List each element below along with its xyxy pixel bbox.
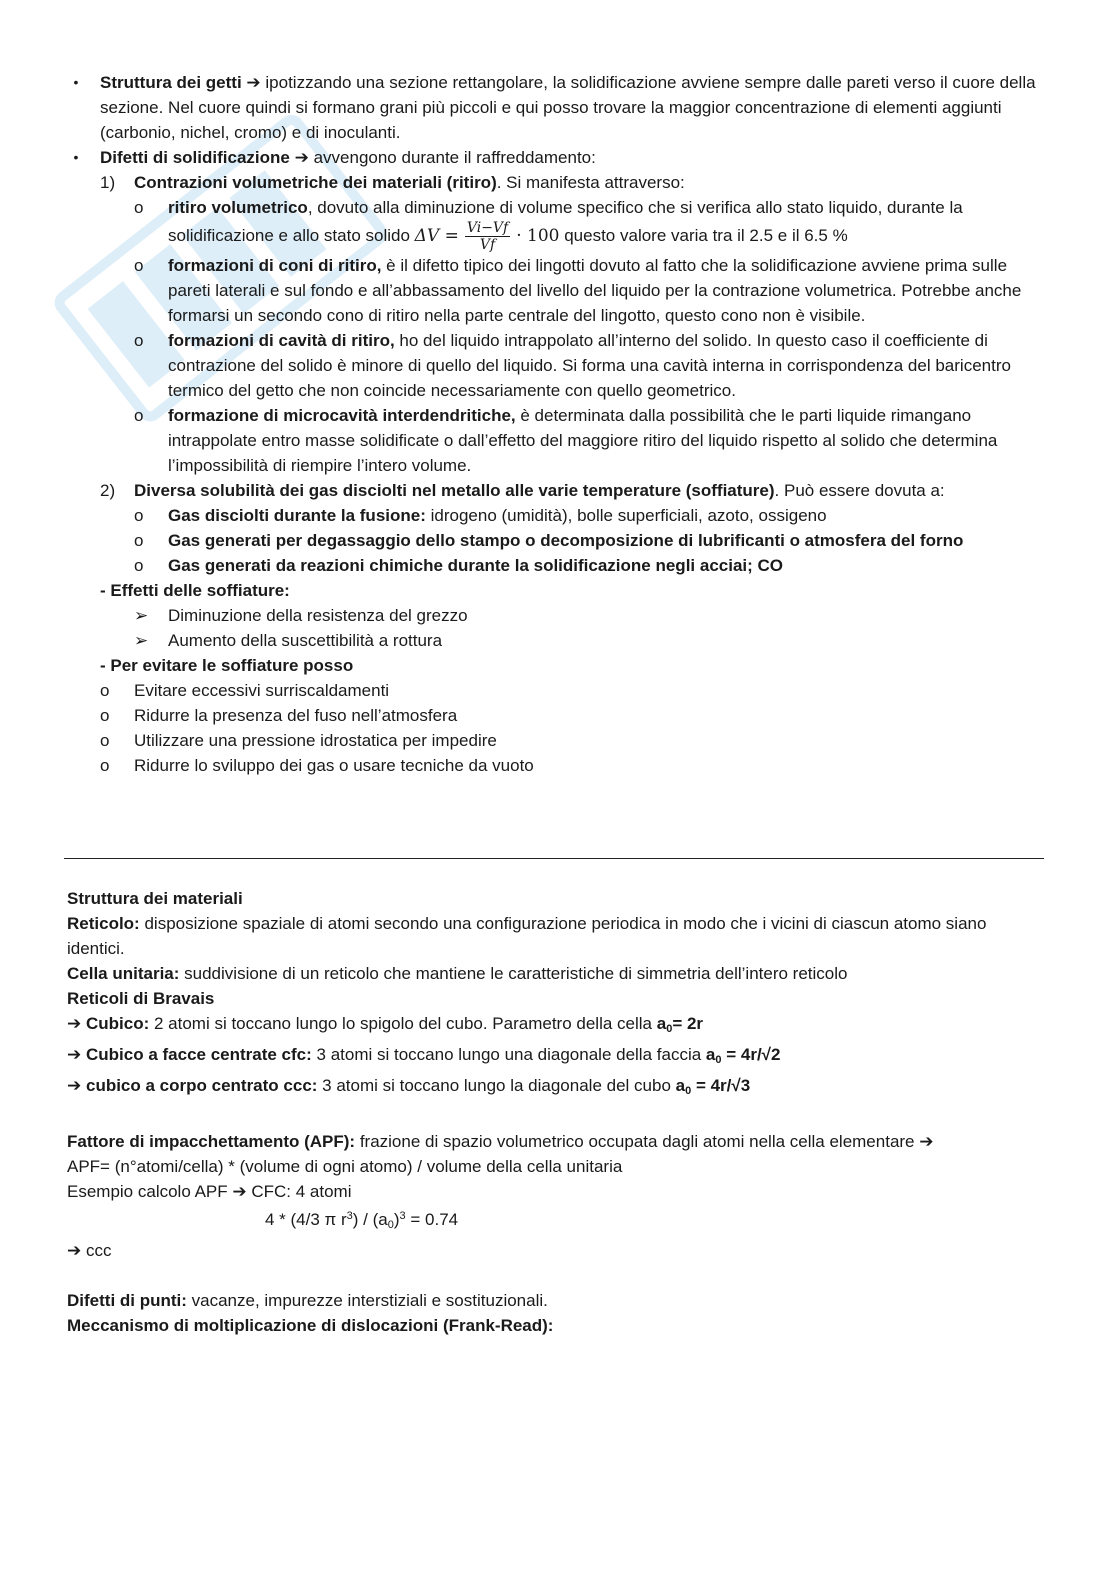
evitare-item: o Evitare eccessivi surriscaldamenti [100, 681, 390, 700]
evitare-item: o Ridurre lo sviluppo dei gas o usare tecniche da vuoto [100, 756, 534, 775]
arrow-icon: ➔ [919, 1132, 934, 1151]
bravais-heading: Reticoli di Bravais [67, 989, 215, 1008]
numbered-item-1: 1) Contrazioni volumetriche dei materiali (ritiro). Si manifesta attraverso: [100, 173, 685, 192]
arrow-icon: ➔ [67, 1076, 82, 1095]
apf-calculation: 4 * (4/3 π $r^3) / (a_0)^3 = 0.74$ [265, 1210, 459, 1231]
chevron-icon: ➢ [134, 631, 149, 650]
evitare-item: o Utilizzare una pressione idrostatica per impedire [100, 731, 497, 750]
lattice-cubico: ➔ Cubico: 2 atomi si toccano lungo lo spigolo del cubo. Parametro della cella $a_0= 2r$ [67, 1014, 704, 1035]
lattice-cfc: ➔ Cubico a facce centrate cfc: 3 atomi si toccano lungo una diagonale della faccia $a_0 = 4r/√2$ [67, 1045, 781, 1066]
evitare-item: o Ridurre la presenza del fuso nell’atmosfera [100, 706, 458, 725]
effetti-item: ➢ Diminuzione della resistenza del grezzo [66, 603, 1046, 628]
chevron-icon: ➢ [134, 606, 149, 625]
effetti-heading: - Effetti delle soffiature: [100, 581, 290, 600]
formula-fraction: $\frac{Vi-Vf}{Vf}$ [466, 220, 509, 253]
def-cella: Cella unitaria: suddivisione di un reticolo che mantiene le caratteristiche di simmetria dell’intero reticolo [67, 964, 848, 983]
arrow-icon: ➔ [67, 1241, 82, 1260]
arrow-icon: ➔ [294, 148, 309, 167]
sub-item-gas-reazioni: o Gas generati da reazioni chimiche durante la solidificazione negli acciai; CO [134, 556, 784, 575]
sub-item-ritiro-volumetrico: o ritiro volumetrico, dovuto alla diminuzione di volume specifico che si verifica allo stato liquido, durante la solidificazione e allo stato solido ΔV = $\frac{Vi-Vf}{Vf}$ · 100 questo valore varia tra il 2.5 e il 6.5 % [134, 198, 963, 253]
bullet: • [73, 149, 79, 165]
apf-formula: APF= (n°atomi/cella) * (volume di ogni atomo) / volume della cella unitaria [67, 1157, 623, 1176]
apf-definition: Fattore di impacchettamento (APF): frazione di spazio volumetrico occupata dagli atomi nella cella elementare ➔ [67, 1132, 934, 1151]
notes-section-2 [67, 886, 1047, 1338]
notes-section-1 [66, 70, 1046, 778]
list-item-difetti: • Difetti di solidificazione ➔ avvengono durante il raffreddamento: [66, 145, 1046, 170]
lattice-ccc: ➔ cubico a corpo centrato ccc: 3 atomi si toccano lungo la diagonale del cubo $a_0 = 4r/√3$ [67, 1076, 751, 1097]
apf-ccc: ➔ ccc [67, 1241, 112, 1260]
sub-item-gas-fusione: o Gas disciolti durante la fusione: idrogeno (umidità), bolle superficiali, azoto, ossigeno [134, 506, 827, 525]
evitare-heading: - Per evitare le soffiature posso [100, 656, 354, 675]
arrow-icon: ➔ [246, 73, 261, 92]
sub-item-cavita-ritiro: o formazioni di cavità di ritiro, ho del liquido intrappolato all’interno del solido. In questo caso il coefficiente di contrazione del solido è minore di quello del liquido. Si forma una cavità interna in corrispondenza del baricentro termico del getto che non coincide necessariamente con quello geometrico. [134, 331, 1011, 400]
bullet: • [73, 74, 79, 90]
apf-example: Esempio calcolo APF ➔ CFC: 4 atomi [67, 1182, 352, 1201]
sub-item-gas-degassaggio: o Gas generati per degassaggio dello stampo o decomposizione di lubrificanti o atmosfera del forno [134, 531, 964, 550]
numbered-item-2: 2) Diversa solubilità dei gas disciolti nel metallo alle varie temperature (soffiature). Può essere dovuta a: [100, 481, 945, 500]
arrow-icon: ➔ [67, 1045, 82, 1064]
frank-read-heading: Meccanismo di moltiplicazione di dislocazioni (Frank-Read): [67, 1316, 554, 1335]
formula-lhs: ΔV = [414, 225, 459, 246]
section-title: Struttura dei materiali [67, 889, 243, 908]
sub-item-coni-ritiro: o formazioni di coni di ritiro, è il difetto tipico dei lingotti dovuto al fatto che la solidificazione avviene prima sulle pareti laterali e sul fondo e all’abbassamento del livello del liquido per la contrazione volumetrica. Potrebbe anche formarsi un secondo cono di ritiro nella parte centrale del lingotto, questo cono non è visibile. [134, 256, 1022, 325]
section-divider [64, 858, 1044, 859]
sub-item-microcavita: o formazione di microcavità interdendritiche, è determinata dalla possibilità che le parti liquide rimangano intrappolate entro masse solidificate o dall’effetto del maggiore ritiro del liquido rispetto al solido che determina l’impossibilità di riempire l’intero volume. [134, 406, 998, 475]
difetti-punti: Difetti di punti: vacanze, impurezze interstiziali e sostituzionali. [67, 1291, 548, 1310]
arrow-icon: ➔ [67, 1014, 82, 1033]
effetti-item: ➢ Aumento della suscettibilità a rottura [66, 628, 1046, 653]
list-item-struttura-getti: • Struttura dei getti ➔ ipotizzando una sezione rettangolare, la solidificazione avviene sempre dalle pareti verso il cuore della sezione. Nel cuore quindi si formano grani più piccoli e qui posso trovare la maggior concentrazione di elementi aggiunti (carbonio, nichel, cromo) e di inoculanti. [66, 70, 1046, 145]
def-reticolo: Reticolo: disposizione spaziale di atomi secondo una configurazione periodica in modo che i vicini di ciascun atomo siano identici. [67, 914, 987, 958]
arrow-icon: ➔ [232, 1182, 247, 1201]
